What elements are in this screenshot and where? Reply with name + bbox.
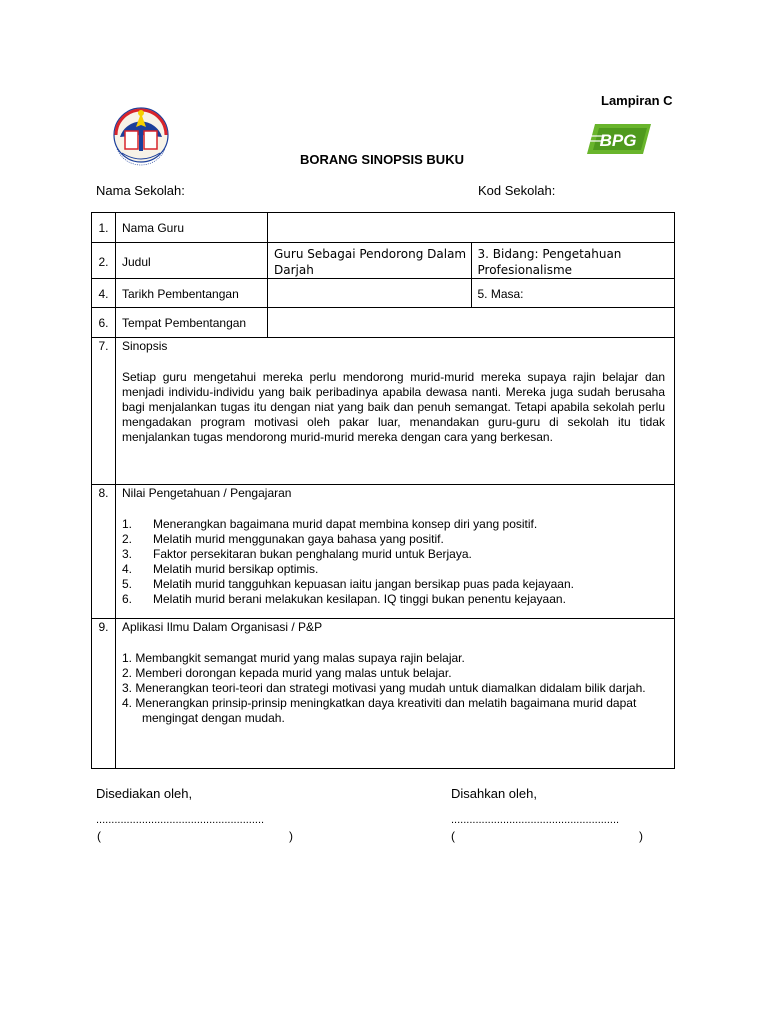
aplikasi-list [122, 651, 665, 726]
field-nama-guru[interactable] [268, 213, 675, 243]
field-tempat[interactable] [268, 308, 675, 338]
row-judul [92, 243, 675, 279]
sinopsis-form-table [91, 212, 675, 769]
list-item: 2. Melatih murid menggunakan gaya bahasa yang positif. [122, 532, 444, 546]
form-title-text: BORANG SINOPSIS BUKU [300, 152, 464, 167]
row-number: 4. [92, 279, 116, 308]
list-item: 4. Melatih murid bersikap optimis. [122, 562, 319, 576]
paren-open-right: ( [451, 829, 455, 843]
sinopsis-text: Setiap guru mengetahui mereka perlu mendorong murid-murid mereka supaya rajin belajar dan menjadi individu-individu yang baik peribadinya apabila dewasa nanti. Mereka juga sudah berusaha bagi menjalankan tugas itu dengan niat yang baik dan penuh semangat. Tetapi apabila sekolah perlu mengadakan program motivasi oleh pakar luar, menandakan guru-guru di sekolah itu tidak menjalankan tugas mendorong murid-murid mereka dengan cara yang berkesan. [122, 370, 665, 444]
form-title [0, 152, 768, 167]
nilai-cell [116, 485, 675, 619]
list-item: 3. Faktor persekitaran bukan penghalang murid untuk Berjaya. [122, 547, 472, 561]
field-masa[interactable]: 5. Masa: [471, 279, 675, 308]
row-aplikasi [92, 619, 675, 769]
paren-open-left: ( [97, 829, 101, 843]
list-item-continuation: mengingat dengan mudah. [142, 711, 285, 725]
list-item: 1. Menerangkan bagaimana murid dapat membina konsep diri yang positif. [122, 517, 538, 531]
disediakan-label: Disediakan oleh, [96, 786, 193, 801]
disahkan-label: Disahkan oleh, [451, 786, 537, 801]
list-item: 1. Membangkit semangat murid yang malas supaya rajin belajar. [122, 651, 465, 665]
label-tempat: Tempat Pembentangan [116, 308, 268, 338]
aplikasi-heading: Aplikasi Ilmu Dalam Organisasi / P&P [122, 620, 323, 634]
list-item: 2. Memberi dorongan kepada murid yang malas untuk belajar. [122, 666, 452, 680]
list-item: 5. Melatih murid tangguhkan kepuasan iaitu jangan bersikap puas pada kejayaan. [122, 577, 574, 591]
row-sinopsis [92, 338, 675, 485]
row-number: 6. [92, 308, 116, 338]
label-judul: Judul [116, 243, 268, 279]
field-bidang[interactable]: 3. Bidang: Pengetahuan Profesionalisme [471, 243, 675, 279]
sinopsis-cell [116, 338, 675, 485]
sinopsis-heading: Sinopsis [122, 339, 168, 353]
list-item: 6. Melatih murid berani melakukan kesilapan. IQ tinggi bukan penentu kejayaan. [122, 592, 566, 606]
row-nilai [92, 485, 675, 619]
bpg-logo-text: BPG [599, 131, 637, 150]
nama-sekolah-label: Nama Sekolah: [96, 183, 185, 198]
list-item: 4. Menerangkan prinsip-prinsip meningkatkan daya kreativiti dan melatih bagaimana murid dapat [122, 696, 637, 710]
label-tarikh: Tarikh Pembentangan [116, 279, 268, 308]
row-number: 7. [92, 338, 116, 485]
list-item: 3. Menerangkan teori-teori dan strategi motivasi yang mudah untuk diamalkan didalam bilik darjah. [122, 681, 646, 695]
signature-line-right: ....................................................... [451, 814, 620, 826]
signature-line-left: ....................................................... [96, 814, 265, 826]
row-number: 9. [92, 619, 116, 769]
paren-close-right: ) [639, 829, 643, 843]
lampiran-label: Lampiran C [601, 93, 673, 108]
row-tarikh [92, 279, 675, 308]
field-tarikh[interactable] [268, 279, 472, 308]
row-nama-guru [92, 213, 675, 243]
nilai-list [122, 517, 665, 607]
kod-sekolah-label: Kod Sekolah: [478, 183, 556, 198]
nilai-heading: Nilai Pengetahuan / Pengajaran [122, 486, 292, 500]
label-nama-guru: Nama Guru [116, 213, 268, 243]
paren-close-left: ) [289, 829, 293, 843]
row-tempat [92, 308, 675, 338]
aplikasi-cell [116, 619, 675, 769]
row-number: 8. [92, 485, 116, 619]
field-judul[interactable]: Guru Sebagai Pendorong Dalam Darjah [268, 243, 472, 279]
row-number: 2. [92, 243, 116, 279]
row-number: 1. [92, 213, 116, 243]
